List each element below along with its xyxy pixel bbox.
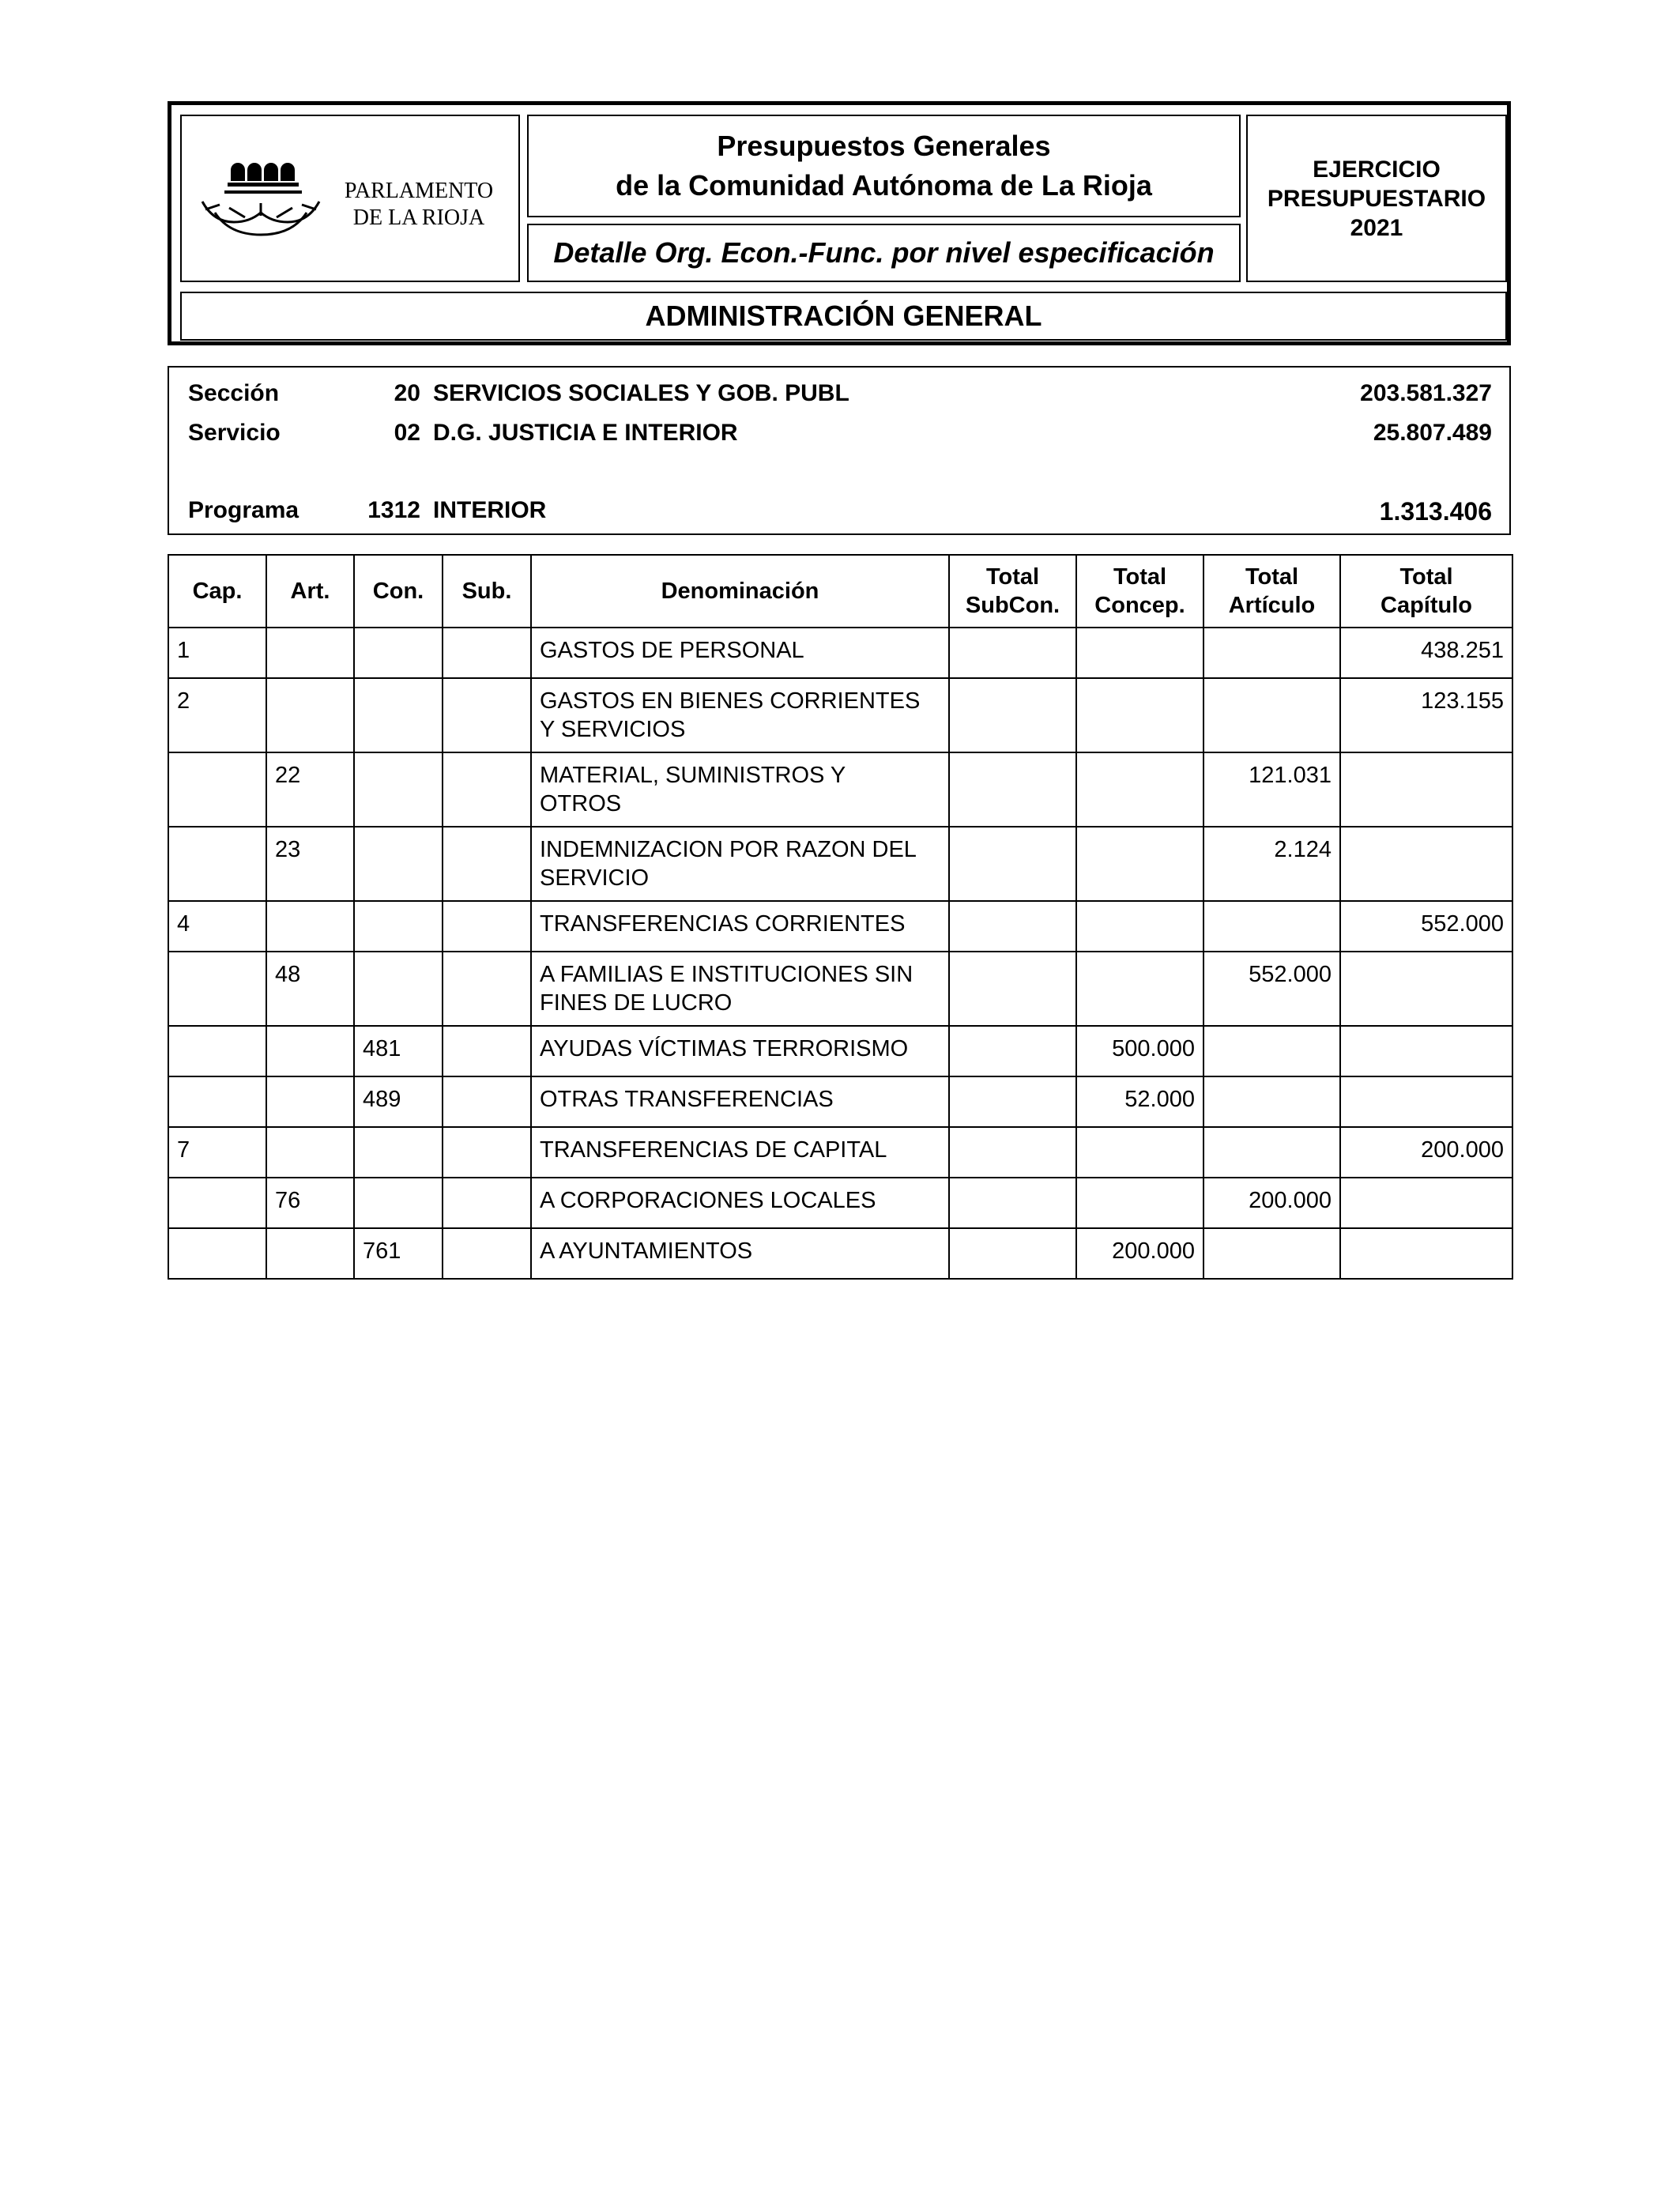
programa-name: INTERIOR	[433, 497, 547, 523]
table-row	[168, 901, 1512, 952]
document-header	[168, 101, 1511, 345]
cell-articulo	[1203, 1228, 1340, 1279]
cell-art: 23	[266, 827, 354, 901]
document-title	[527, 115, 1241, 217]
cell-con	[354, 1178, 443, 1228]
denominacion-line-2: OTROS	[540, 791, 622, 816]
cell-capitulo	[1340, 1026, 1512, 1076]
title-line-1: Presupuestos Generales	[717, 130, 1051, 162]
cell-subcon	[949, 1076, 1076, 1127]
exercise-year: 2021	[1350, 214, 1403, 241]
denominacion-line-1: A FAMILIAS E INSTITUCIONES SIN	[540, 962, 913, 987]
cell-capitulo: 123.155	[1340, 678, 1512, 752]
cell-subcon	[949, 901, 1076, 952]
cell-art	[266, 1127, 354, 1178]
cell-cap: 2	[168, 678, 266, 752]
cell-subcon	[949, 1178, 1076, 1228]
cell-articulo	[1203, 628, 1340, 678]
cell-con: 481	[354, 1026, 443, 1076]
budget-exercise	[1246, 115, 1507, 282]
programa-amount: 1.313.406	[1379, 497, 1492, 526]
cell-denominacion	[531, 952, 949, 1026]
seccion-code: 20	[394, 380, 420, 406]
cell-capitulo	[1340, 1178, 1512, 1228]
cell-cap	[168, 1228, 266, 1279]
table-row	[168, 952, 1512, 1026]
servicio-label: Servicio	[188, 420, 281, 446]
exercise-line-1: EJERCICIO	[1313, 156, 1441, 183]
table-row	[168, 1026, 1512, 1076]
cell-articulo	[1203, 901, 1340, 952]
table-row	[168, 1178, 1512, 1228]
table-row	[168, 678, 1512, 752]
col-total-capitulo-line1: Total	[1399, 564, 1453, 590]
logo-box	[180, 115, 520, 282]
cell-concep	[1076, 752, 1203, 827]
parliament-emblem-icon	[198, 149, 324, 244]
seccion-name: SERVICIOS SOCIALES Y GOB. PUBL	[433, 380, 849, 406]
cell-cap	[168, 1178, 266, 1228]
cell-capitulo	[1340, 827, 1512, 901]
cell-capitulo	[1340, 1228, 1512, 1279]
parliament-name	[332, 178, 506, 232]
cell-capitulo	[1340, 752, 1512, 827]
programa-code: 1312	[367, 497, 420, 523]
cell-sub	[443, 952, 531, 1026]
cell-denominacion	[531, 628, 949, 678]
cell-capitulo: 438.251	[1340, 628, 1512, 678]
budget-info	[168, 366, 1511, 535]
cell-denominacion	[531, 752, 949, 827]
cell-articulo: 2.124	[1203, 827, 1340, 901]
cell-sub	[443, 1178, 531, 1228]
col-con: Con.	[354, 555, 443, 628]
cell-cap: 4	[168, 901, 266, 952]
cell-art	[266, 901, 354, 952]
denominacion-line-1: AYUDAS VÍCTIMAS TERRORISMO	[540, 1036, 909, 1061]
cell-cap	[168, 952, 266, 1026]
organization-title: ADMINISTRACIÓN GENERAL	[180, 292, 1507, 341]
cell-articulo	[1203, 1026, 1340, 1076]
cell-denominacion	[531, 1076, 949, 1127]
col-total-subcon-line1: Total	[985, 564, 1040, 590]
cell-con	[354, 628, 443, 678]
cell-cap	[168, 827, 266, 901]
cell-cap: 1	[168, 628, 266, 678]
cell-sub	[443, 678, 531, 752]
col-total-articulo	[1203, 555, 1340, 628]
programa-label: Programa	[188, 497, 299, 523]
denominacion-line-1: OTRAS TRANSFERENCIAS	[540, 1087, 834, 1112]
cell-cap	[168, 1076, 266, 1127]
cell-con: 761	[354, 1228, 443, 1279]
col-cap: Cap.	[168, 555, 266, 628]
document-subtitle: Detalle Org. Econ.-Func. por nivel especificación	[527, 224, 1241, 282]
cell-cap: 7	[168, 1127, 266, 1178]
table-row	[168, 752, 1512, 827]
cell-subcon	[949, 952, 1076, 1026]
cell-concep	[1076, 1127, 1203, 1178]
cell-con	[354, 901, 443, 952]
denominacion-line-2: SERVICIO	[540, 865, 650, 891]
servicio-amount: 25.807.489	[1373, 420, 1492, 446]
cell-capitulo	[1340, 1076, 1512, 1127]
denominacion-line-2: FINES DE LUCRO	[540, 990, 733, 1016]
cell-capitulo: 200.000	[1340, 1127, 1512, 1178]
cell-articulo	[1203, 678, 1340, 752]
table-body	[168, 628, 1512, 1279]
cell-sub	[443, 1228, 531, 1279]
col-sub: Sub.	[443, 555, 531, 628]
cell-sub	[443, 901, 531, 952]
cell-concep	[1076, 827, 1203, 901]
col-total-concep-line2: Concep.	[1094, 593, 1185, 618]
table-row	[168, 1076, 1512, 1127]
col-total-subcon	[949, 555, 1076, 628]
cell-articulo: 121.031	[1203, 752, 1340, 827]
title-line-2: de la Comunidad Autónoma de La Rioja	[616, 169, 1152, 202]
table-header-row	[168, 555, 1512, 628]
cell-concep	[1076, 1178, 1203, 1228]
col-denominacion: Denominación	[531, 555, 949, 628]
exercise-line-2: PRESUPUESTARIO	[1267, 185, 1486, 212]
seccion-row	[169, 380, 1509, 412]
cell-art	[266, 1228, 354, 1279]
cell-art	[266, 628, 354, 678]
cell-articulo	[1203, 1076, 1340, 1127]
cell-concep	[1076, 901, 1203, 952]
cell-subcon	[949, 752, 1076, 827]
seccion-amount: 203.581.327	[1360, 380, 1492, 406]
cell-articulo	[1203, 1127, 1340, 1178]
cell-art	[266, 1026, 354, 1076]
budget-table	[168, 554, 1513, 1280]
cell-capitulo: 552.000	[1340, 901, 1512, 952]
seccion-label: Sección	[188, 380, 280, 406]
programa-row	[169, 497, 1509, 529]
table-row	[168, 628, 1512, 678]
denominacion-line-1: TRANSFERENCIAS DE CAPITAL	[540, 1137, 887, 1163]
cell-con	[354, 752, 443, 827]
cell-cap	[168, 752, 266, 827]
denominacion-line-1: GASTOS DE PERSONAL	[540, 638, 804, 663]
cell-subcon	[949, 827, 1076, 901]
cell-denominacion	[531, 901, 949, 952]
denominacion-line-1: INDEMNIZACION POR RAZON DEL	[540, 837, 917, 862]
denominacion-line-1: A AYUNTAMIENTOS	[540, 1238, 753, 1264]
col-total-articulo-line2: Artículo	[1228, 593, 1316, 618]
cell-subcon	[949, 1026, 1076, 1076]
cell-concep	[1076, 628, 1203, 678]
cell-subcon	[949, 1127, 1076, 1178]
cell-art: 48	[266, 952, 354, 1026]
col-total-subcon-line2: SubCon.	[965, 593, 1060, 618]
cell-con	[354, 952, 443, 1026]
cell-subcon	[949, 678, 1076, 752]
cell-art	[266, 678, 354, 752]
cell-denominacion	[531, 1228, 949, 1279]
cell-concep	[1076, 952, 1203, 1026]
servicio-code: 02	[394, 420, 420, 446]
servicio-name: D.G. JUSTICIA E INTERIOR	[433, 420, 738, 446]
col-art: Art.	[266, 555, 354, 628]
cell-concep: 200.000	[1076, 1228, 1203, 1279]
col-total-capitulo-line2: Capítulo	[1381, 593, 1472, 618]
denominacion-line-1: GASTOS EN BIENES CORRIENTES	[540, 688, 921, 714]
cell-concep	[1076, 678, 1203, 752]
cell-con	[354, 1127, 443, 1178]
logo-line-1: PARLAMENTO	[344, 179, 494, 203]
cell-subcon	[949, 628, 1076, 678]
cell-sub	[443, 1127, 531, 1178]
cell-art: 22	[266, 752, 354, 827]
cell-sub	[443, 1026, 531, 1076]
denominacion-line-1: MATERIAL, SUMINISTROS Y	[540, 763, 846, 788]
denominacion-line-2: Y SERVICIOS	[540, 717, 686, 742]
cell-denominacion	[531, 827, 949, 901]
col-total-concep	[1076, 555, 1203, 628]
cell-sub	[443, 1076, 531, 1127]
cell-sub	[443, 752, 531, 827]
denominacion-line-1: A CORPORACIONES LOCALES	[540, 1188, 876, 1213]
cell-concep: 500.000	[1076, 1026, 1203, 1076]
cell-articulo: 552.000	[1203, 952, 1340, 1026]
cell-denominacion	[531, 678, 949, 752]
cell-con: 489	[354, 1076, 443, 1127]
cell-con	[354, 827, 443, 901]
table-row	[168, 1127, 1512, 1178]
cell-con	[354, 678, 443, 752]
denominacion-line-1: TRANSFERENCIAS CORRIENTES	[540, 911, 906, 937]
cell-sub	[443, 628, 531, 678]
cell-denominacion	[531, 1026, 949, 1076]
cell-capitulo	[1340, 952, 1512, 1026]
col-total-capitulo	[1340, 555, 1512, 628]
servicio-row	[169, 420, 1509, 451]
cell-denominacion	[531, 1127, 949, 1178]
cell-articulo: 200.000	[1203, 1178, 1340, 1228]
cell-art: 76	[266, 1178, 354, 1228]
cell-cap	[168, 1026, 266, 1076]
table-row	[168, 827, 1512, 901]
logo-line-2: DE LA RIOJA	[352, 205, 485, 230]
table-row	[168, 1228, 1512, 1279]
col-total-concep-line1: Total	[1113, 564, 1167, 590]
cell-art	[266, 1076, 354, 1127]
cell-subcon	[949, 1228, 1076, 1279]
col-total-articulo-line1: Total	[1245, 564, 1299, 590]
cell-sub	[443, 827, 531, 901]
cell-denominacion	[531, 1178, 949, 1228]
cell-concep: 52.000	[1076, 1076, 1203, 1127]
